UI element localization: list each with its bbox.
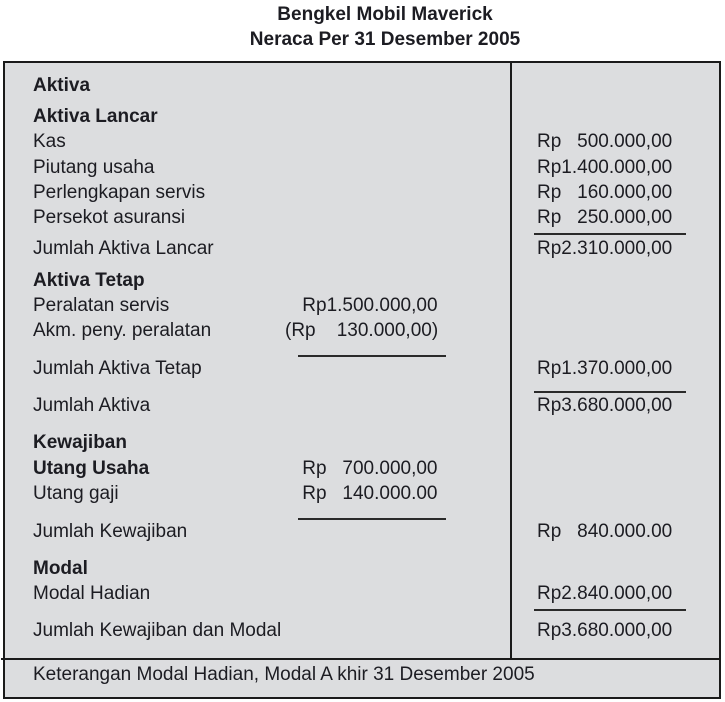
row-label-akm-peny: Akm. peny. peralatan — [33, 320, 212, 341]
total-label-aktiva-tetap: Jumlah Aktiva Tetap — [33, 358, 202, 379]
row-label-kas: Kas — [33, 131, 66, 152]
kewajiban-heading: Kewajiban — [33, 432, 127, 453]
total-amount-aktiva-tetap: Rp1.370.000,00 — [537, 358, 673, 379]
row-label-perlengkapan: Perlengkapan servis — [33, 182, 206, 203]
total-rule — [534, 391, 686, 393]
modal-heading: Modal — [33, 558, 88, 579]
row-amount-modal-hadian: Rp2.840.000,00 — [537, 583, 673, 604]
total-label-aktiva-lancar: Jumlah Aktiva Lancar — [33, 238, 214, 259]
total-amount-aktiva-lancar: Rp2.310.000,00 — [537, 238, 673, 259]
footer-separator — [1, 658, 719, 660]
row-label-utang-gaji: Utang gaji — [33, 483, 119, 504]
row-amount-persekot: Rp 250.000,00 — [537, 207, 673, 228]
row-amount-perlengkapan: Rp 160.000,00 — [537, 182, 673, 203]
balance-sheet-table — [3, 61, 721, 699]
total-label-kewajiban-modal: Jumlah Kewajiban dan Modal — [33, 620, 282, 641]
total-amount-kewajiban-modal: Rp3.680.000,00 — [537, 620, 673, 641]
row-amount-piutang: Rp1.400.000,00 — [537, 157, 673, 178]
total-label-kewajiban: Jumlah Kewajiban — [33, 521, 188, 542]
row-label-persekot: Persekot asuransi — [33, 207, 186, 228]
total-amount-kewajiban: Rp 840.000.00 — [537, 521, 673, 542]
row-amount-peralatan: Rp1.500.000,00 — [297, 295, 438, 316]
subtotal-rule — [298, 355, 446, 357]
total-amount-aktiva: Rp3.680.000,00 — [537, 395, 673, 416]
total-rule — [534, 609, 686, 611]
row-label-modal-hadian: Modal Hadian — [33, 583, 151, 604]
row-amount-utang-gaji: Rp 140.000.00 — [297, 483, 438, 504]
row-amount-akm-peny: (Rp 130.000,00) — [285, 320, 439, 341]
row-amount-kas: Rp 500.000,00 — [537, 131, 673, 152]
aktiva-tetap-heading: Aktiva Tetap — [33, 270, 145, 291]
balance-sheet-subtitle: Neraca Per 31 Desember 2005 — [249, 29, 521, 50]
company-title: Bengkel Mobil Maverick — [277, 4, 493, 25]
footer-note: Keterangan Modal Hadian, Modal A khir 31 Desember 2005 — [33, 664, 535, 685]
subtotal-rule — [534, 233, 686, 235]
row-amount-utang-usaha: Rp 700.000,00 — [297, 458, 438, 479]
row-label-peralatan: Peralatan servis — [33, 295, 170, 316]
row-label-piutang: Piutang usaha — [33, 157, 155, 178]
column-divider — [510, 63, 512, 658]
aktiva-lancar-heading: Aktiva Lancar — [33, 106, 158, 127]
row-label-utang-usaha: Utang Usaha — [33, 458, 150, 479]
subtotal-rule — [298, 518, 446, 520]
total-label-aktiva: Jumlah Aktiva — [33, 395, 151, 416]
aktiva-heading: Aktiva — [33, 75, 91, 96]
